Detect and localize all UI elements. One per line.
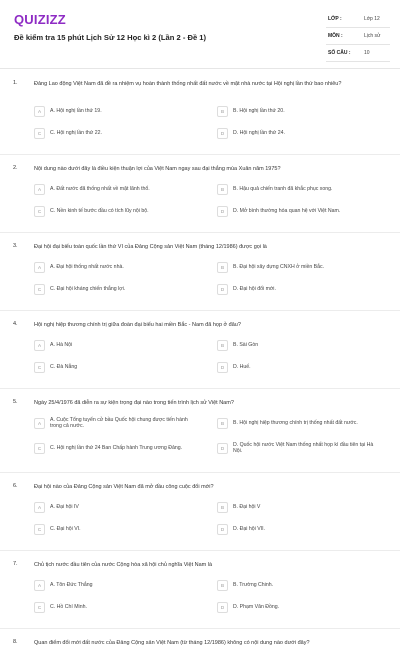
option-text: D. Hội nghị lần thứ 24. (233, 129, 285, 136)
question-number: 2. (13, 165, 18, 171)
question-text: Chủ tịch nước đầu tiên của nước Cộng hòa xã hội chủ nghĩa Việt Nam là (34, 562, 213, 568)
question-divider (0, 628, 400, 629)
option-text: B. Trường Chinh. (233, 581, 274, 588)
option-letter-box: D (217, 602, 228, 613)
question-text: Đại hội đại biểu toàn quốc lần thứ VI của Đảng Cộng sản Việt Nam (tháng 12/1986) được gọi là (34, 244, 267, 250)
meta-subject-label: MÔN : (328, 33, 343, 39)
header-divider (0, 68, 400, 69)
meta-class-label: LỚP : (328, 16, 342, 22)
option-letter-box: C (34, 362, 45, 373)
option-text: C. Đại hội VI. (50, 525, 81, 532)
option-text: C. Hồ Chí Minh. (50, 603, 87, 610)
option-letter-box: A (34, 580, 45, 591)
quizizz-logo: QUIZIZZ (14, 12, 66, 27)
option-letter-box: D (217, 362, 228, 373)
option-letter-box: D (217, 524, 228, 535)
question-number: 1. (13, 80, 18, 86)
question-text: Quan điểm đổi mới đất nước của Đảng Cộng sản Việt Nam (từ tháng 12/1986) không có nội dung nào dưới đây? (34, 640, 310, 646)
option-text: B. Đại hội xây dựng CNXH ở miền Bắc. (233, 263, 325, 270)
option-text: A. Đại hội IV (50, 503, 79, 510)
option-text: B. Đại hội V (233, 503, 261, 510)
option-letter-box: D (217, 206, 228, 217)
question-divider (0, 388, 400, 389)
answer-option-b[interactable] (217, 578, 382, 592)
option-text: D. Huế. (233, 363, 251, 370)
option-letter-box: B (217, 262, 228, 273)
question-divider (0, 154, 400, 155)
option-letter-box: A (34, 502, 45, 513)
answer-option-b[interactable] (217, 416, 382, 430)
option-text: B. Hội nghị hiệp thương chính trị thống nhất đất nước. (233, 419, 358, 426)
option-text: A. Đất nước đã thống nhất về mặt lãnh thổ. (50, 185, 150, 192)
option-letter-box: D (217, 128, 228, 139)
answer-option-a[interactable] (34, 500, 199, 514)
option-letter-box: B (217, 106, 228, 117)
answer-option-a[interactable] (34, 260, 199, 274)
option-letter-box: C (34, 524, 45, 535)
option-text: A. Đại hội thống nhất nước nhà. (50, 263, 124, 270)
answer-option-a[interactable] (34, 416, 199, 430)
option-letter-box: C (34, 128, 45, 139)
option-text: D. Quốc hội nước Việt Nam thống nhất họp kì đầu tiên tại Hà Nội. (233, 441, 374, 454)
worksheet-title: Đề kiểm tra 15 phút Lịch Sử 12 Học kì 2 (Lần 2 - Đề 1) (14, 33, 207, 42)
meta-count-row (326, 48, 390, 62)
answer-option-c[interactable] (34, 282, 199, 296)
answer-option-b[interactable] (217, 338, 382, 352)
answer-option-d[interactable] (217, 126, 382, 140)
answer-option-d[interactable] (217, 600, 382, 614)
question-text: Đại hội nào của Đảng Cộng sản Việt Nam đã mở đầu công cuộc đổi mới? (34, 484, 214, 490)
answer-option-c[interactable] (34, 441, 199, 455)
answer-option-c[interactable] (34, 204, 199, 218)
question-divider (0, 310, 400, 311)
question-number: 8. (13, 639, 18, 645)
option-text: A. Cuộc Tổng tuyển cử bầu Quốc hội chung được tiến hành trong cả nước. (50, 416, 188, 429)
option-text: C. Đại hội kháng chiến thắng lợi. (50, 285, 126, 292)
option-letter-box: C (34, 443, 45, 454)
option-text: A. Tôn Đức Thắng (50, 581, 93, 588)
meta-count-value: 10 (364, 50, 370, 56)
question-text: Đảng Lao động Việt Nam đã đề ra nhiệm vụ hoàn thành thống nhất đất nước về mặt nhà nước tại Hội nghị lần thứ bao nhiêu? (34, 81, 342, 87)
answer-option-d[interactable] (217, 522, 382, 536)
option-letter-box: D (217, 284, 228, 295)
option-letter-box: A (34, 418, 45, 429)
question-text: Nội dung nào dưới đây là điều kiện thuận lợi của Việt Nam ngay sau đại thắng mùa Xuân năm 1975? (34, 166, 281, 172)
question-text: Ngày 25/4/1976 đã diễn ra sự kiện trọng đại nào trong tiến trình lịch sử Việt Nam? (34, 400, 234, 406)
answer-option-b[interactable] (217, 104, 382, 118)
answer-option-b[interactable] (217, 260, 382, 274)
option-text: C. Hội nghị lần thứ 22. (50, 129, 102, 136)
answer-option-a[interactable] (34, 578, 199, 592)
answer-option-b[interactable] (217, 500, 382, 514)
answer-option-d[interactable] (217, 282, 382, 296)
question-divider (0, 472, 400, 473)
answer-option-c[interactable] (34, 522, 199, 536)
option-letter-box: A (34, 106, 45, 117)
option-text: A. Hà Nội (50, 341, 73, 348)
question-text: Hội nghị hiệp thương chính trị giữa đoàn đại biểu hai miền Bắc - Nam đã họp ở đâu? (34, 322, 241, 328)
answer-option-a[interactable] (34, 104, 199, 118)
answer-option-d[interactable] (217, 204, 382, 218)
question-number: 4. (13, 321, 18, 327)
option-text: D. Đại hội đổi mới. (233, 285, 276, 292)
option-text: A. Hội nghị lần thứ 19. (50, 107, 102, 114)
question-number: 5. (13, 399, 18, 405)
question-number: 7. (13, 561, 18, 567)
worksheet-header (0, 0, 400, 70)
option-letter-box: B (217, 580, 228, 591)
question-number: 3. (13, 243, 18, 249)
option-text: C. Nền kinh tế bước đầu có tích lũy nội bộ. (50, 207, 149, 214)
option-text: D. Mở bình thường hóa quan hệ với Việt Nam. (233, 207, 341, 214)
meta-subject-row (326, 31, 390, 45)
option-letter-box: B (217, 340, 228, 351)
question-number: 6. (13, 483, 18, 489)
answer-option-c[interactable] (34, 600, 199, 614)
option-letter-box: B (217, 418, 228, 429)
answer-option-d[interactable] (217, 441, 382, 455)
question-divider (0, 232, 400, 233)
option-letter-box: C (34, 602, 45, 613)
meta-subject-value: Lịch sử (364, 33, 381, 39)
meta-class-row (326, 14, 390, 28)
option-text: B. Hậu quả chiến tranh đã khắc phục xong. (233, 185, 333, 192)
option-text: C. Đà Nẵng (50, 363, 78, 370)
answer-option-a[interactable] (34, 338, 199, 352)
option-text: D. Phạm Văn Đồng. (233, 603, 280, 610)
question-divider (0, 550, 400, 551)
option-letter-box: B (217, 184, 228, 195)
option-text: B. Sài Gòn (233, 341, 259, 348)
answer-option-d[interactable] (217, 360, 382, 374)
option-letter-box: A (34, 184, 45, 195)
option-letter-box: C (34, 284, 45, 295)
answer-option-b[interactable] (217, 182, 382, 196)
meta-class-value: Lớp 12 (364, 16, 380, 22)
answer-option-c[interactable] (34, 360, 199, 374)
option-letter-box: C (34, 206, 45, 217)
answer-option-a[interactable] (34, 182, 199, 196)
option-letter-box: D (217, 443, 228, 454)
option-text: B. Hội nghị lần thứ 20. (233, 107, 285, 114)
option-letter-box: B (217, 502, 228, 513)
option-text: D. Đại hội VII. (233, 525, 266, 532)
answer-option-c[interactable] (34, 126, 199, 140)
meta-count-label: SỐ CÂU : (328, 50, 351, 56)
worksheet-meta (326, 14, 390, 65)
option-letter-box: A (34, 340, 45, 351)
option-text: C. Hội nghị lần thứ 24 Ban Chấp hành Trung ương Đảng. (50, 444, 183, 451)
option-letter-box: A (34, 262, 45, 273)
